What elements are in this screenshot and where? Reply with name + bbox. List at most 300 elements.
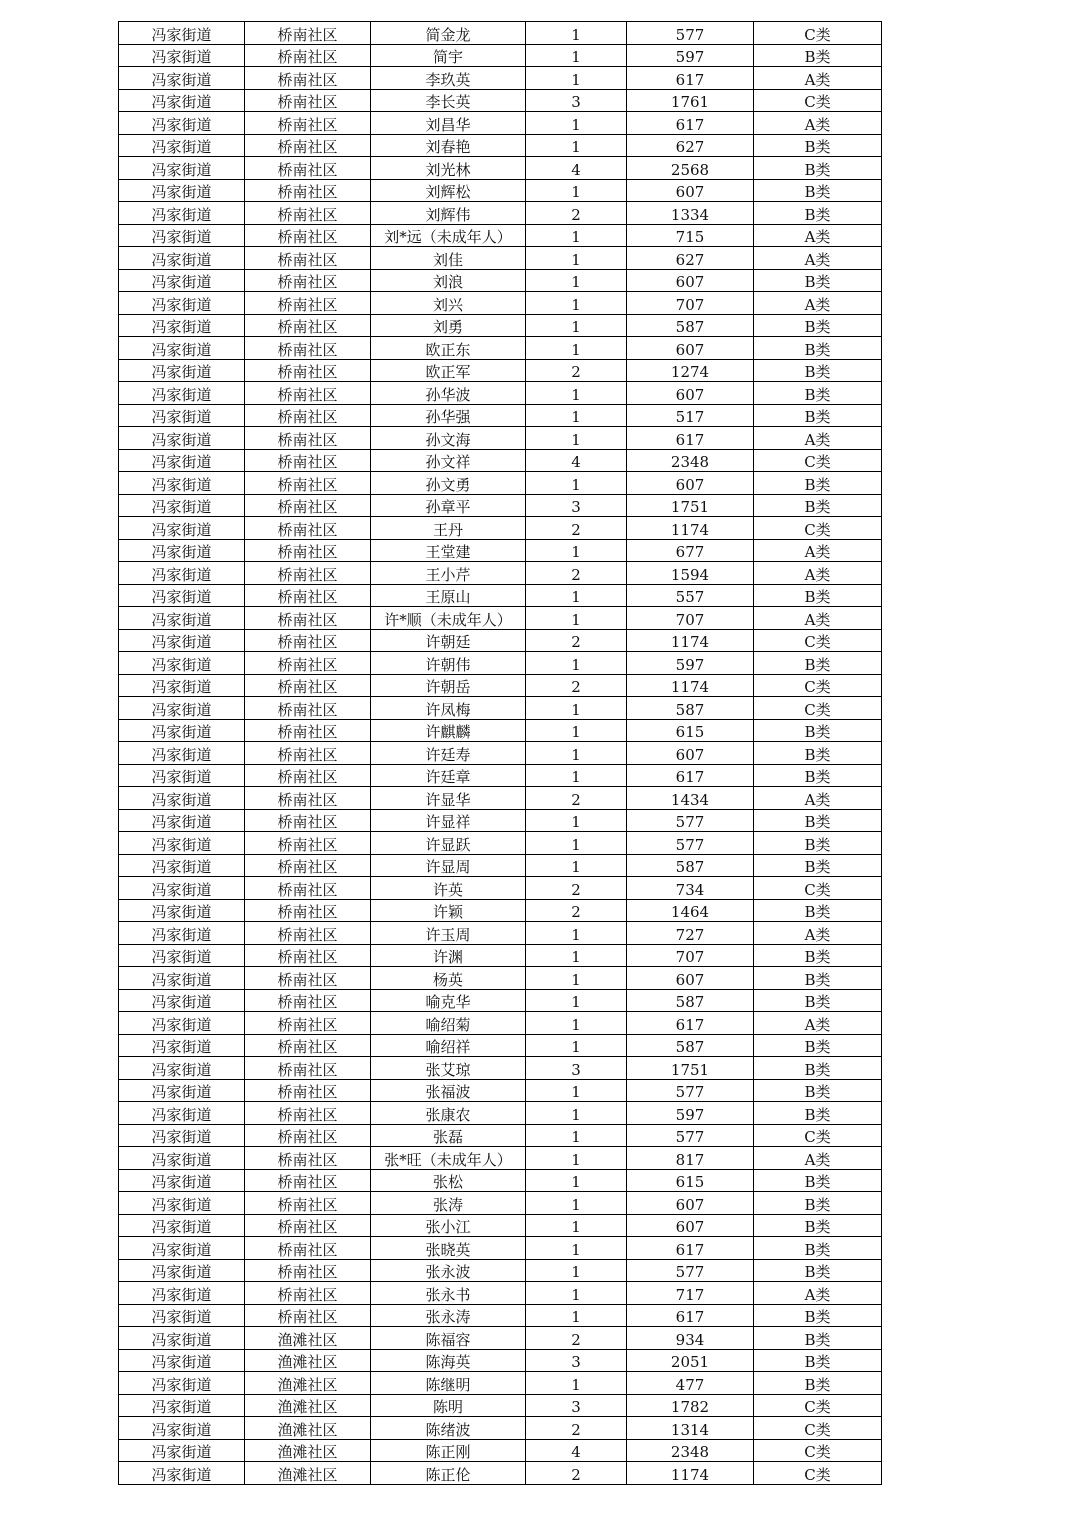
name-cell: 孙文祥 — [371, 449, 526, 472]
category-cell: A类 — [754, 247, 882, 270]
household-size-cell: 3 — [526, 89, 627, 112]
table-row — [119, 607, 882, 630]
community-cell: 桥南社区 — [245, 1034, 371, 1057]
amount-cell: 1174 — [627, 1462, 754, 1485]
street-cell: 冯家街道 — [119, 1439, 245, 1462]
street-cell: 冯家街道 — [119, 112, 245, 135]
table-row — [119, 944, 882, 967]
street-cell: 冯家街道 — [119, 337, 245, 360]
table-row — [119, 22, 882, 45]
amount-cell: 617 — [627, 1012, 754, 1035]
table-row — [119, 1327, 882, 1350]
name-cell: 刘佳 — [371, 247, 526, 270]
street-cell: 冯家街道 — [119, 1349, 245, 1372]
amount-cell: 607 — [627, 269, 754, 292]
category-cell: B类 — [754, 494, 882, 517]
household-size-cell: 1 — [526, 539, 627, 562]
street-cell: 冯家街道 — [119, 1282, 245, 1305]
category-cell: B类 — [754, 764, 882, 787]
name-cell: 陈继明 — [371, 1372, 526, 1395]
household-size-cell: 1 — [526, 44, 627, 67]
table-row — [119, 1304, 882, 1327]
name-cell: 许显跃 — [371, 832, 526, 855]
amount-cell: 607 — [627, 1214, 754, 1237]
community-cell: 桥南社区 — [245, 1147, 371, 1170]
street-cell: 冯家街道 — [119, 157, 245, 180]
household-size-cell: 2 — [526, 202, 627, 225]
amount-cell: 577 — [627, 1079, 754, 1102]
category-cell: C类 — [754, 22, 882, 45]
amount-cell: 617 — [627, 764, 754, 787]
name-cell: 许朝廷 — [371, 629, 526, 652]
amount-cell: 587 — [627, 1034, 754, 1057]
community-cell: 桥南社区 — [245, 787, 371, 810]
name-cell: 张福波 — [371, 1079, 526, 1102]
category-cell: C类 — [754, 674, 882, 697]
street-cell: 冯家街道 — [119, 584, 245, 607]
street-cell: 冯家街道 — [119, 832, 245, 855]
name-cell: 许英 — [371, 877, 526, 900]
amount-cell: 607 — [627, 742, 754, 765]
street-cell: 冯家街道 — [119, 404, 245, 427]
household-size-cell: 4 — [526, 449, 627, 472]
amount-cell: 517 — [627, 404, 754, 427]
amount-cell: 607 — [627, 382, 754, 405]
category-cell: B类 — [754, 854, 882, 877]
household-size-cell: 1 — [526, 1259, 627, 1282]
category-cell: A类 — [754, 1282, 882, 1305]
table-body — [119, 22, 882, 1485]
household-size-cell: 1 — [526, 1192, 627, 1215]
amount-cell: 617 — [627, 67, 754, 90]
category-cell: B类 — [754, 382, 882, 405]
community-cell: 桥南社区 — [245, 629, 371, 652]
table-row — [119, 652, 882, 675]
community-cell: 桥南社区 — [245, 89, 371, 112]
amount-cell: 617 — [627, 1304, 754, 1327]
name-cell: 许玉周 — [371, 922, 526, 945]
household-size-cell: 2 — [526, 562, 627, 585]
name-cell: 许廷章 — [371, 764, 526, 787]
amount-cell: 597 — [627, 1102, 754, 1125]
category-cell: A类 — [754, 787, 882, 810]
name-cell: 刘*远（未成年人） — [371, 224, 526, 247]
table-row — [119, 292, 882, 315]
household-size-cell: 1 — [526, 944, 627, 967]
household-size-cell: 1 — [526, 1079, 627, 1102]
street-cell: 冯家街道 — [119, 1327, 245, 1350]
name-cell: 王原山 — [371, 584, 526, 607]
street-cell: 冯家街道 — [119, 359, 245, 382]
name-cell: 许朝伟 — [371, 652, 526, 675]
amount-cell: 707 — [627, 607, 754, 630]
category-cell: C类 — [754, 1124, 882, 1147]
household-size-cell: 1 — [526, 764, 627, 787]
amount-cell: 1314 — [627, 1417, 754, 1440]
amount-cell: 617 — [627, 427, 754, 450]
household-size-cell: 1 — [526, 832, 627, 855]
amount-cell: 1464 — [627, 899, 754, 922]
category-cell: A类 — [754, 539, 882, 562]
table-row — [119, 562, 882, 585]
community-cell: 桥南社区 — [245, 1214, 371, 1237]
table-row — [119, 337, 882, 360]
street-cell: 冯家街道 — [119, 674, 245, 697]
household-size-cell: 1 — [526, 472, 627, 495]
street-cell: 冯家街道 — [119, 944, 245, 967]
category-cell: B类 — [754, 1259, 882, 1282]
community-cell: 桥南社区 — [245, 809, 371, 832]
household-size-cell: 2 — [526, 517, 627, 540]
amount-cell: 707 — [627, 944, 754, 967]
amount-cell: 577 — [627, 832, 754, 855]
amount-cell: 627 — [627, 247, 754, 270]
amount-cell: 587 — [627, 697, 754, 720]
amount-cell: 1174 — [627, 517, 754, 540]
name-cell: 许显华 — [371, 787, 526, 810]
name-cell: 孙文海 — [371, 427, 526, 450]
table-row — [119, 719, 882, 742]
name-cell: 陈正刚 — [371, 1439, 526, 1462]
table-row — [119, 742, 882, 765]
street-cell: 冯家街道 — [119, 899, 245, 922]
amount-cell: 577 — [627, 809, 754, 832]
amount-cell: 2348 — [627, 449, 754, 472]
street-cell: 冯家街道 — [119, 1214, 245, 1237]
table-row — [119, 1034, 882, 1057]
table-row — [119, 1282, 882, 1305]
table-row — [119, 1057, 882, 1080]
amount-cell: 1751 — [627, 494, 754, 517]
amount-cell: 615 — [627, 1169, 754, 1192]
category-cell: B类 — [754, 1349, 882, 1372]
category-cell: C类 — [754, 1417, 882, 1440]
street-cell: 冯家街道 — [119, 1237, 245, 1260]
household-size-cell: 2 — [526, 629, 627, 652]
category-cell: A类 — [754, 67, 882, 90]
name-cell: 张艾琼 — [371, 1057, 526, 1080]
amount-cell: 577 — [627, 22, 754, 45]
table-row — [119, 809, 882, 832]
community-cell: 桥南社区 — [245, 224, 371, 247]
household-size-cell: 1 — [526, 67, 627, 90]
amount-cell: 617 — [627, 112, 754, 135]
community-cell: 桥南社区 — [245, 404, 371, 427]
table-row — [119, 494, 882, 517]
street-cell: 冯家街道 — [119, 1462, 245, 1485]
community-cell: 桥南社区 — [245, 967, 371, 990]
amount-cell: 715 — [627, 224, 754, 247]
category-cell: B类 — [754, 314, 882, 337]
household-size-cell: 1 — [526, 742, 627, 765]
name-cell: 许显周 — [371, 854, 526, 877]
table-row — [119, 1394, 882, 1417]
street-cell: 冯家街道 — [119, 607, 245, 630]
street-cell: 冯家街道 — [119, 922, 245, 945]
category-cell: B类 — [754, 967, 882, 990]
community-cell: 渔滩社区 — [245, 1439, 371, 1462]
table-row — [119, 1147, 882, 1170]
street-cell: 冯家街道 — [119, 719, 245, 742]
community-cell: 桥南社区 — [245, 269, 371, 292]
street-cell: 冯家街道 — [119, 517, 245, 540]
household-size-cell: 1 — [526, 697, 627, 720]
amount-cell: 627 — [627, 134, 754, 157]
category-cell: A类 — [754, 607, 882, 630]
community-cell: 渔滩社区 — [245, 1462, 371, 1485]
table-row — [119, 247, 882, 270]
table-row — [119, 1102, 882, 1125]
name-cell: 许麒麟 — [371, 719, 526, 742]
household-size-cell: 1 — [526, 989, 627, 1012]
table-row — [119, 112, 882, 135]
community-cell: 桥南社区 — [245, 1304, 371, 1327]
name-cell: 孙华强 — [371, 404, 526, 427]
street-cell: 冯家街道 — [119, 742, 245, 765]
community-cell: 桥南社区 — [245, 449, 371, 472]
table-row — [119, 1214, 882, 1237]
category-cell: B类 — [754, 1214, 882, 1237]
category-cell: C类 — [754, 1462, 882, 1485]
table-row — [119, 1237, 882, 1260]
name-cell: 刘浪 — [371, 269, 526, 292]
household-size-cell: 3 — [526, 1057, 627, 1080]
name-cell: 陈明 — [371, 1394, 526, 1417]
name-cell: 刘春艳 — [371, 134, 526, 157]
street-cell: 冯家街道 — [119, 494, 245, 517]
category-cell: C类 — [754, 89, 882, 112]
amount-cell: 1174 — [627, 629, 754, 652]
street-cell: 冯家街道 — [119, 202, 245, 225]
name-cell: 喻克华 — [371, 989, 526, 1012]
amount-cell: 1594 — [627, 562, 754, 585]
street-cell: 冯家街道 — [119, 314, 245, 337]
community-cell: 桥南社区 — [245, 22, 371, 45]
category-cell: A类 — [754, 292, 882, 315]
street-cell: 冯家街道 — [119, 787, 245, 810]
street-cell: 冯家街道 — [119, 1169, 245, 1192]
name-cell: 张永波 — [371, 1259, 526, 1282]
street-cell: 冯家街道 — [119, 562, 245, 585]
table-row — [119, 1124, 882, 1147]
table-row — [119, 832, 882, 855]
category-cell: B类 — [754, 1327, 882, 1350]
amount-cell: 607 — [627, 472, 754, 495]
name-cell: 刘辉松 — [371, 179, 526, 202]
table-row — [119, 967, 882, 990]
table-row — [119, 989, 882, 1012]
table-row — [119, 1012, 882, 1035]
amount-cell: 597 — [627, 44, 754, 67]
name-cell: 许颖 — [371, 899, 526, 922]
amount-cell: 1174 — [627, 674, 754, 697]
household-size-cell: 1 — [526, 1124, 627, 1147]
community-cell: 桥南社区 — [245, 652, 371, 675]
community-cell: 桥南社区 — [245, 112, 371, 135]
street-cell: 冯家街道 — [119, 472, 245, 495]
community-cell: 桥南社区 — [245, 1102, 371, 1125]
household-size-cell: 1 — [526, 1304, 627, 1327]
street-cell: 冯家街道 — [119, 1012, 245, 1035]
table-row — [119, 629, 882, 652]
street-cell: 冯家街道 — [119, 427, 245, 450]
household-size-cell: 2 — [526, 787, 627, 810]
name-cell: 陈福容 — [371, 1327, 526, 1350]
street-cell: 冯家街道 — [119, 292, 245, 315]
household-size-cell: 1 — [526, 427, 627, 450]
amount-cell: 1334 — [627, 202, 754, 225]
table-row — [119, 472, 882, 495]
name-cell: 王丹 — [371, 517, 526, 540]
street-cell: 冯家街道 — [119, 44, 245, 67]
household-size-cell: 2 — [526, 877, 627, 900]
category-cell: B类 — [754, 1237, 882, 1260]
table-row — [119, 382, 882, 405]
community-cell: 桥南社区 — [245, 427, 371, 450]
category-cell: C类 — [754, 877, 882, 900]
category-cell: B类 — [754, 809, 882, 832]
amount-cell: 587 — [627, 854, 754, 877]
amount-cell: 817 — [627, 1147, 754, 1170]
name-cell: 孙文勇 — [371, 472, 526, 495]
category-cell: B类 — [754, 157, 882, 180]
category-cell: A类 — [754, 922, 882, 945]
amount-cell: 2051 — [627, 1349, 754, 1372]
community-cell: 桥南社区 — [245, 719, 371, 742]
category-cell: A类 — [754, 1012, 882, 1035]
name-cell: 杨英 — [371, 967, 526, 990]
category-cell: B类 — [754, 652, 882, 675]
name-cell: 孙华波 — [371, 382, 526, 405]
street-cell: 冯家街道 — [119, 539, 245, 562]
table-row — [119, 359, 882, 382]
category-cell: B类 — [754, 337, 882, 360]
household-size-cell: 3 — [526, 1349, 627, 1372]
household-size-cell: 1 — [526, 404, 627, 427]
community-cell: 桥南社区 — [245, 1259, 371, 1282]
amount-cell: 1782 — [627, 1394, 754, 1417]
community-cell: 桥南社区 — [245, 1237, 371, 1260]
household-size-cell: 1 — [526, 1372, 627, 1395]
table-row — [119, 89, 882, 112]
amount-cell: 607 — [627, 179, 754, 202]
street-cell: 冯家街道 — [119, 652, 245, 675]
name-cell: 刘勇 — [371, 314, 526, 337]
category-cell: B类 — [754, 1372, 882, 1395]
street-cell: 冯家街道 — [119, 1259, 245, 1282]
table-row — [119, 44, 882, 67]
category-cell: B类 — [754, 179, 882, 202]
household-size-cell: 1 — [526, 269, 627, 292]
street-cell: 冯家街道 — [119, 1057, 245, 1080]
household-size-cell: 1 — [526, 224, 627, 247]
amount-cell: 2348 — [627, 1439, 754, 1462]
household-size-cell: 1 — [526, 809, 627, 832]
street-cell: 冯家街道 — [119, 22, 245, 45]
community-cell: 桥南社区 — [245, 1079, 371, 1102]
name-cell: 张磊 — [371, 1124, 526, 1147]
name-cell: 欧正东 — [371, 337, 526, 360]
amount-cell: 734 — [627, 877, 754, 900]
household-size-cell: 1 — [526, 134, 627, 157]
category-cell: B类 — [754, 1304, 882, 1327]
street-cell: 冯家街道 — [119, 854, 245, 877]
category-cell: B类 — [754, 989, 882, 1012]
street-cell: 冯家街道 — [119, 989, 245, 1012]
amount-cell: 677 — [627, 539, 754, 562]
name-cell: 张康农 — [371, 1102, 526, 1125]
street-cell: 冯家街道 — [119, 1147, 245, 1170]
community-cell: 桥南社区 — [245, 1282, 371, 1305]
category-cell: B类 — [754, 944, 882, 967]
household-size-cell: 1 — [526, 337, 627, 360]
amount-cell: 597 — [627, 652, 754, 675]
household-size-cell: 1 — [526, 1012, 627, 1035]
table-row — [119, 202, 882, 225]
name-cell: 张永书 — [371, 1282, 526, 1305]
community-cell: 桥南社区 — [245, 179, 371, 202]
category-cell: A类 — [754, 427, 882, 450]
category-cell: A类 — [754, 1147, 882, 1170]
name-cell: 喻绍祥 — [371, 1034, 526, 1057]
name-cell: 孙章平 — [371, 494, 526, 517]
name-cell: 许廷寿 — [371, 742, 526, 765]
household-size-cell: 4 — [526, 1439, 627, 1462]
amount-cell: 617 — [627, 1237, 754, 1260]
amount-cell: 587 — [627, 989, 754, 1012]
category-cell: B类 — [754, 202, 882, 225]
community-cell: 桥南社区 — [245, 314, 371, 337]
community-cell: 桥南社区 — [245, 877, 371, 900]
category-cell: C类 — [754, 517, 882, 540]
household-size-cell: 1 — [526, 1237, 627, 1260]
name-cell: 许*顺（未成年人） — [371, 607, 526, 630]
street-cell: 冯家街道 — [119, 877, 245, 900]
community-cell: 桥南社区 — [245, 899, 371, 922]
household-size-cell: 1 — [526, 719, 627, 742]
household-size-cell: 1 — [526, 112, 627, 135]
community-cell: 桥南社区 — [245, 832, 371, 855]
category-cell: B类 — [754, 359, 882, 382]
category-cell: B类 — [754, 1034, 882, 1057]
street-cell: 冯家街道 — [119, 697, 245, 720]
household-size-cell: 2 — [526, 899, 627, 922]
name-cell: 许显祥 — [371, 809, 526, 832]
community-cell: 桥南社区 — [245, 674, 371, 697]
name-cell: 李长英 — [371, 89, 526, 112]
category-cell: B类 — [754, 1192, 882, 1215]
category-cell: B类 — [754, 832, 882, 855]
amount-cell: 1434 — [627, 787, 754, 810]
household-size-cell: 1 — [526, 1282, 627, 1305]
community-cell: 桥南社区 — [245, 359, 371, 382]
street-cell: 冯家街道 — [119, 89, 245, 112]
table-row — [119, 1259, 882, 1282]
community-cell: 桥南社区 — [245, 157, 371, 180]
table-row — [119, 697, 882, 720]
community-cell: 桥南社区 — [245, 1012, 371, 1035]
table-row — [119, 517, 882, 540]
table-row — [119, 1169, 882, 1192]
street-cell: 冯家街道 — [119, 1394, 245, 1417]
name-cell: 张永涛 — [371, 1304, 526, 1327]
name-cell: 简金龙 — [371, 22, 526, 45]
name-cell: 刘光林 — [371, 157, 526, 180]
street-cell: 冯家街道 — [119, 382, 245, 405]
amount-cell: 477 — [627, 1372, 754, 1395]
street-cell: 冯家街道 — [119, 809, 245, 832]
amount-cell: 615 — [627, 719, 754, 742]
